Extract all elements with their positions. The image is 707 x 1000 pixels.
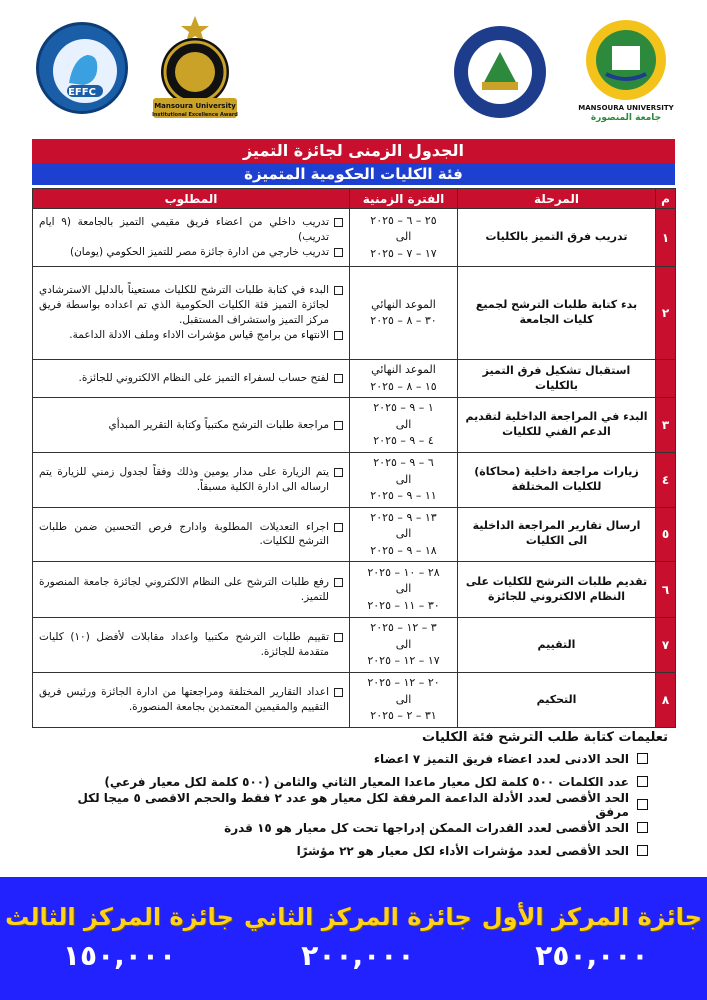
period-line: ٣ – ١٢ – ٢٠٢٥ bbox=[370, 621, 437, 635]
row-period bbox=[350, 267, 458, 360]
checkbox-icon bbox=[637, 845, 648, 856]
period-line: الى bbox=[395, 417, 412, 431]
row-required bbox=[33, 209, 350, 267]
prize-1 bbox=[482, 900, 702, 978]
checkbox-icon bbox=[334, 331, 343, 340]
required-text: الانتهاء من برامج قياس مؤشرات الاداء وملف الادلة الداعمة. bbox=[69, 329, 329, 342]
checkbox-icon bbox=[334, 374, 343, 383]
checkbox-icon bbox=[334, 523, 343, 532]
row-number: ٤ bbox=[656, 453, 676, 508]
instruction-item bbox=[40, 772, 670, 791]
row-period bbox=[350, 453, 458, 508]
instruction-item bbox=[40, 790, 670, 819]
required-item bbox=[39, 328, 343, 343]
required-item bbox=[39, 371, 343, 386]
required-text: تقييم طلبات الترشح مكتبيا واعداد مقابلات لأفضل (١٠) كليات متقدمة للجائزة. bbox=[39, 631, 329, 658]
timeline-table-body bbox=[33, 209, 676, 728]
instruction-text: الحد الأقصى لعدد مؤشرات الأداء لكل معيار هو ٢٢ مؤشرًا bbox=[296, 843, 629, 858]
checkbox-icon bbox=[637, 822, 648, 833]
table-row bbox=[33, 618, 676, 673]
prize-value: ٢٠٠,٠٠٠ bbox=[301, 938, 415, 972]
period-line: ٣١ – ٢ – ٢٠٢٥ bbox=[370, 709, 437, 723]
row-required bbox=[33, 360, 350, 398]
period-line: ١٧ – ١٢ – ٢٠٢٥ bbox=[367, 654, 440, 668]
required-item bbox=[39, 215, 343, 244]
required-text: مراجعة طلبات الترشح مكتبياً وكتابة التقرير المبدأي bbox=[108, 418, 329, 431]
row-stage: ارسال تقارير المراجعة الداخلية الى الكليات bbox=[458, 507, 656, 562]
period-line: ٢٠ – ١٢ – ٢٠٢٥ bbox=[367, 676, 440, 690]
period-line: الى bbox=[395, 527, 412, 540]
mu-gold-caption: Mansoura University bbox=[154, 102, 236, 110]
period-line: الى bbox=[395, 472, 412, 486]
header-required: المطلوب bbox=[33, 189, 350, 209]
row-number: ٧ bbox=[656, 618, 676, 673]
checkbox-icon bbox=[334, 633, 343, 642]
prize-title: جائزة المركز الثاني bbox=[244, 902, 472, 931]
checkbox-icon bbox=[637, 799, 648, 810]
row-period bbox=[350, 209, 458, 267]
required-item bbox=[39, 575, 343, 604]
required-item bbox=[39, 685, 343, 714]
checkbox-icon bbox=[334, 248, 343, 257]
instruction-item bbox=[40, 841, 670, 860]
page-title: الجدول الزمنى لجائزة التميز bbox=[32, 139, 675, 163]
period-line: الى bbox=[395, 692, 412, 706]
prize-3 bbox=[5, 900, 234, 978]
checkbox-icon bbox=[334, 421, 343, 430]
checkbox-icon bbox=[334, 688, 343, 697]
instruction-item bbox=[40, 749, 670, 768]
effc-caption: EFFC bbox=[68, 87, 96, 98]
prize-value: ٢٥٠,٠٠٠ bbox=[535, 938, 649, 972]
period-line: الى bbox=[395, 637, 412, 651]
prize-title: جائزة المركز الثالث bbox=[5, 902, 234, 931]
table-row bbox=[33, 562, 676, 618]
period-line: ١٨ – ٩ – ٢٠٢٥ bbox=[370, 543, 437, 557]
row-period bbox=[350, 398, 458, 453]
instructions-title: تعليمات كتابة طلب الترشح فئة الكليات bbox=[422, 730, 668, 745]
required-text: تدريب خارجي من ادارة جائزة مصر للتميز الحكومي (يومان) bbox=[69, 246, 329, 259]
effc-logo bbox=[36, 22, 128, 114]
checkbox-icon bbox=[637, 753, 648, 764]
row-stage: تدريب فرق التميز بالكليات bbox=[458, 209, 656, 267]
row-period bbox=[350, 507, 458, 562]
required-text: البدء في كتابة طلبات الترشح للكليات مستعيناً بالدليل الاسترشادي لجائزة التميز فئة الكليات الحكومية الذي تم اعداده بواسطة فريق مركز التميز واستشراف المستقبل. bbox=[39, 284, 329, 326]
period-line: ٤ – ٩ – ٢٠٢٥ bbox=[373, 434, 434, 448]
instruction-text: الحد الأقصى لعدد القدرات الممكن إدراجها تحت كل معيار هو ١٥ قدرة bbox=[224, 820, 629, 835]
row-number: ٨ bbox=[656, 673, 676, 728]
table-row bbox=[33, 267, 676, 360]
table-row bbox=[33, 209, 676, 267]
period-line: الى bbox=[395, 230, 412, 244]
row-stage: تقديم طلبات الترشح للكليات على النظام الالكتروني للجائزة bbox=[458, 562, 656, 618]
header-stage: المرحلة bbox=[458, 189, 656, 209]
period-line: ٢٨ – ١٠ – ٢٠٢٥ bbox=[367, 565, 440, 579]
table-row bbox=[33, 453, 676, 508]
prize-value: ١٥٠,٠٠٠ bbox=[62, 938, 177, 972]
instructions-section bbox=[40, 730, 670, 864]
timeline-table bbox=[32, 188, 676, 728]
mansoura-blue-logo bbox=[452, 24, 548, 120]
row-stage: البدء في المراجعة الداخلية لتقديم الدعم الفني للكليات bbox=[458, 398, 656, 453]
prizes-band bbox=[0, 877, 707, 1000]
period-line: ١٣ – ٩ – ٢٠٢٥ bbox=[370, 510, 437, 524]
period-line: الى bbox=[395, 582, 412, 596]
row-required bbox=[33, 618, 350, 673]
period-line: ١١ – ٩ – ٢٠٢٥ bbox=[370, 489, 437, 502]
row-stage: التحكيم bbox=[458, 673, 656, 728]
mansoura-gold-logo bbox=[147, 14, 243, 124]
prize-2 bbox=[244, 900, 472, 978]
row-stage: بدء كتابة طلبات الترشح لجميع كليات الجامعة bbox=[458, 267, 656, 360]
row-required bbox=[33, 562, 350, 618]
mansoura-caption-en: MANSOURA UNIVERSITY bbox=[578, 104, 674, 112]
period-line: ١٥ – ٨ – ٢٠٢٥ bbox=[370, 379, 437, 393]
required-item bbox=[39, 245, 343, 260]
required-text: تدريب داخلي من اعضاء فريق مقيمي التميز بالجامعة (٩ ايام تدريب) bbox=[39, 215, 329, 243]
period-line: ٣٠ – ١١ – ٢٠٢٥ bbox=[367, 598, 440, 612]
prize-title: جائزة المركز الأول bbox=[481, 902, 702, 931]
table-row bbox=[33, 673, 676, 728]
instruction-item bbox=[40, 818, 670, 837]
required-item bbox=[39, 465, 343, 494]
period-line: ٢٥ – ٦ – ٢٠٢٥ bbox=[370, 213, 437, 227]
checkbox-icon bbox=[334, 286, 343, 295]
row-required bbox=[33, 673, 350, 728]
period-line: ١٧ – ٧ – ٢٠٢٥ bbox=[370, 246, 437, 260]
required-item bbox=[39, 418, 343, 433]
row-number: ٢ bbox=[656, 267, 676, 360]
instruction-text: الحد الأقصى لعدد الأدلة الداعمة المرفقة لكل معيار هو عدد ٢ فقط والحجم الاقصى ٥ ميجا لكل مرفق bbox=[77, 790, 629, 819]
period-line: ٦ – ٩ – ٢٠٢٥ bbox=[373, 456, 434, 469]
required-text: لفتح حساب لسفراء التميز على النظام الالكتروني للجائزة. bbox=[78, 372, 329, 385]
row-required bbox=[33, 267, 350, 360]
required-text: اعداد التقارير المختلفة ومراجعتها من ادارة الجائزة ورئيس فريق التقييم والمقيمين المعتمدين بجامعة المنصورة. bbox=[39, 686, 329, 713]
effc-emblem-icon bbox=[39, 25, 128, 114]
mu-gold-subcaption: Institutional Excellence Award bbox=[152, 112, 238, 118]
checkbox-icon bbox=[637, 776, 648, 787]
row-period bbox=[350, 360, 458, 398]
page-subtitle: فئة الكليات الحكومية المتميزة bbox=[32, 163, 675, 185]
row-period bbox=[350, 673, 458, 728]
mansoura-university-logo bbox=[578, 14, 674, 124]
period-line: ١ – ٩ – ٢٠٢٥ bbox=[373, 401, 434, 415]
row-number: ١ bbox=[656, 209, 676, 267]
instruction-text: الحد الادنى لعدد اعضاء فريق التميز ٧ اعضاء bbox=[373, 751, 629, 766]
row-number bbox=[656, 360, 676, 398]
required-text: رفع طلبات الترشح على النظام الالكتروني لجائزة جامعة المنصورة للتميز. bbox=[39, 575, 329, 603]
required-item bbox=[39, 283, 343, 327]
row-stage: زيارات مراجعة داخلية (محاكاة) للكليات المختلفة bbox=[458, 453, 656, 508]
checkbox-icon bbox=[334, 578, 343, 587]
checkbox-icon bbox=[334, 468, 343, 477]
table-header-row bbox=[33, 189, 676, 209]
row-required bbox=[33, 453, 350, 508]
row-number: ٦ bbox=[656, 562, 676, 618]
table-row bbox=[33, 507, 676, 562]
checkbox-icon bbox=[334, 218, 343, 227]
period-line: الموعد النهائي bbox=[371, 363, 436, 376]
row-period bbox=[350, 618, 458, 673]
period-line: ٣٠ – ٨ – ٢٠٢٥ bbox=[370, 314, 437, 327]
required-text: يتم الزيارة على مدار يومين وذلك وفقاً لجدول زمني للزيارة يتم ارساله الى ادارة الكلية مسبقاً. bbox=[39, 466, 329, 493]
instruction-text: عدد الكلمات ٥٠٠ كلمة لكل معيار ماعدا المعيار الثاني والثامن (٥٠٠ كلمة لكل معيار فرعي) bbox=[104, 774, 629, 789]
row-period bbox=[350, 562, 458, 618]
table-row bbox=[33, 398, 676, 453]
mansoura-seal-icon bbox=[452, 24, 548, 120]
row-stage: استقبال تشكيل فرق التميز بالكليات bbox=[458, 360, 656, 398]
required-item bbox=[39, 630, 343, 659]
period-line: الموعد النهائي bbox=[371, 297, 436, 311]
row-number: ٣ bbox=[656, 398, 676, 453]
row-number: ٥ bbox=[656, 507, 676, 562]
required-item bbox=[39, 520, 343, 549]
header-num: م bbox=[656, 189, 676, 209]
row-required bbox=[33, 398, 350, 453]
table-row bbox=[33, 360, 676, 398]
required-text: اجراء التعديلات المطلوبة وادارج فرص التحسين ضمن طلبات الترشح للكليات. bbox=[39, 520, 329, 548]
row-stage: التقييم bbox=[458, 618, 656, 673]
instructions-list bbox=[40, 749, 670, 860]
row-required bbox=[33, 507, 350, 562]
mansoura-caption-ar: جامعة المنصورة bbox=[590, 113, 662, 123]
header-period: الفترة الزمنية bbox=[350, 189, 458, 209]
